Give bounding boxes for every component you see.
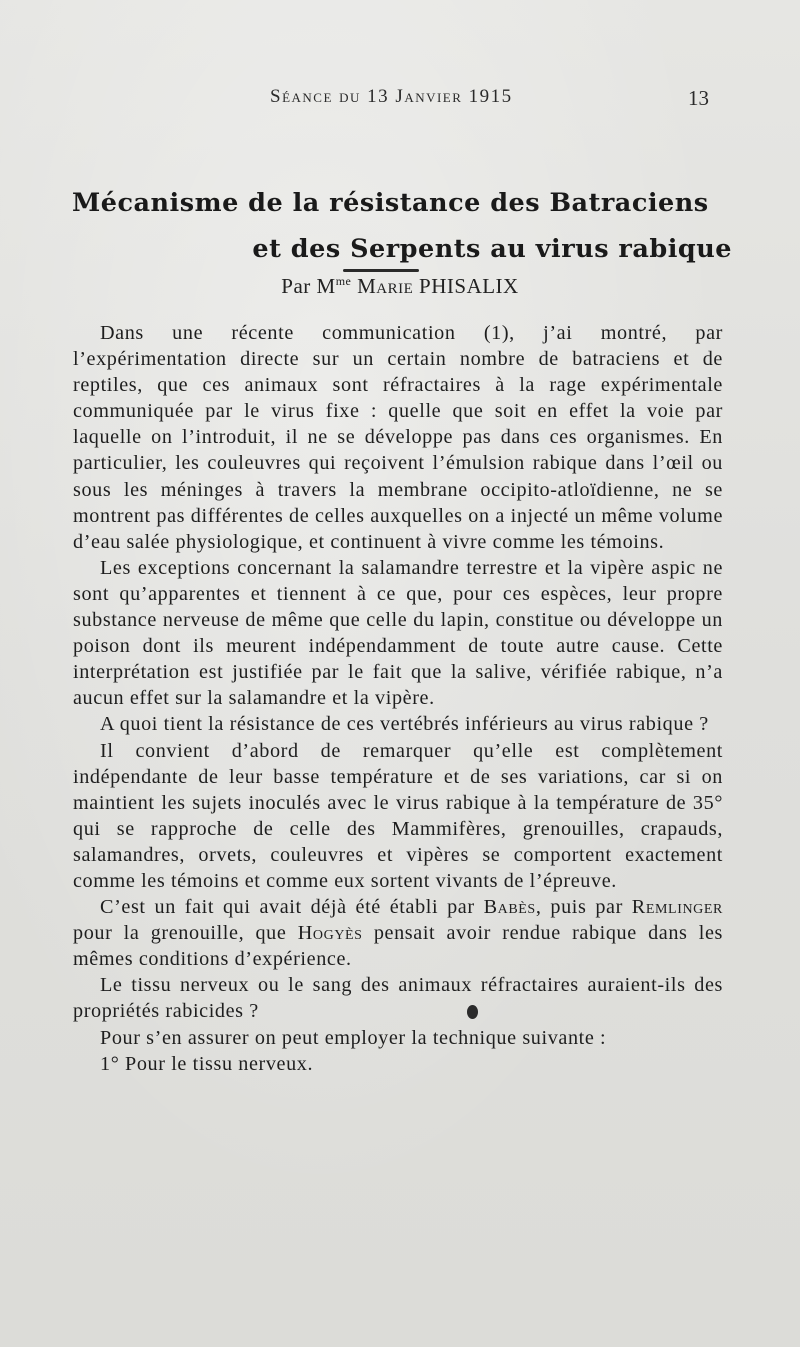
article-title: [72, 180, 732, 272]
author-first-name: Marie: [357, 274, 414, 298]
paragraph-5-part-3: pour la grenouille, que: [73, 922, 298, 945]
author-last-name: PHISALIX: [419, 274, 519, 298]
author-name-remlinger: Remlinger: [631, 896, 723, 919]
article-body: [73, 320, 723, 1077]
paragraph-5-part-2: , puis par: [535, 896, 632, 919]
paragraph-2: Les exceptions concernant la salamandre terrestre et la vipère aspic ne sont qu’apparentes et tiennent à ce que, pour ces espèces, leur propre substance nerveuse de même que celle du lapin, constitue ou développe un poison dont ils meurent indépendamment de toute autre cause. Cette interprétation est justifiée par le fait que la salive, vérifiée rabique, n’a aucun effet sur la salamandre et la vipère.: [73, 556, 723, 710]
byline-sup: me: [335, 274, 352, 288]
running-title: Séance du 13 Janvier 1915: [270, 86, 513, 107]
title-rule: [343, 269, 419, 272]
paragraph-5-part-4: pensait avoir rendue rabique dans les mêmes conditions d’expérience.: [73, 922, 723, 971]
article-title-line-1: Mécanisme de la résistance des Batraciens: [72, 188, 709, 218]
page-number: 13: [688, 86, 709, 110]
paragraph-5-part-1: C’est un fait qui avait déjà été établi par: [100, 896, 484, 919]
byline-prefix: Par M: [281, 274, 336, 298]
author-name-babes: Babès: [483, 896, 536, 919]
author-name-hogyes: Hogyès: [297, 922, 363, 945]
paragraph-8: 1° Pour le tissu nerveux.: [100, 1052, 314, 1075]
article-title-line-2: et des Serpents au virus rabique: [252, 234, 732, 264]
paragraph-7: Pour s’en assurer on peut employer la technique suivante :: [100, 1026, 607, 1049]
paragraph-3: A quoi tient la résistance de ces vertébrés inférieurs au virus rabique ?: [100, 713, 709, 736]
paragraph-6: Le tissu nerveux ou le sang des animaux réfractaires auraient-ils des propriétés rabicides ?: [73, 974, 723, 1023]
byline: [0, 274, 800, 299]
running-head: [0, 86, 800, 116]
paragraph-4: Il convient d’abord de remarquer qu’elle est complètement indépendante de leur basse température et de ses variations, car si on maintient les sujets inoculés avec le virus rabique à la température de 35° qui se rapproche de celle des Mammifères, grenouilles, crapauds, salamandres, orvets, couleuvres et vipères se comportent exactement comme les témoins et comme eux sortent vivants de l’épreuve.: [73, 739, 723, 892]
paragraph-5: [73, 894, 723, 972]
ink-spot: [467, 1005, 478, 1019]
paragraph-1: Dans une récente communication (1), j’ai montré, par l’expérimentation directe sur un certain nombre de batraciens et de reptiles, que ces animaux sont réfractaires à la rage expérimentale communiquée par le virus fixe : quelle que soit en effet la voie par laquelle on l’introduit, il ne se développe pas dans ces organismes. En particulier, les couleuvres qui reçoivent l’émulsion rabique dans l’œil ou sous les méninges à travers la membrane occipito-atloïdienne, ne se montrent pas différentes de celles auxquelles on a injecté un même volume d’eau salée physiologique, et continuent à vivre comme les témoins.: [73, 322, 723, 553]
